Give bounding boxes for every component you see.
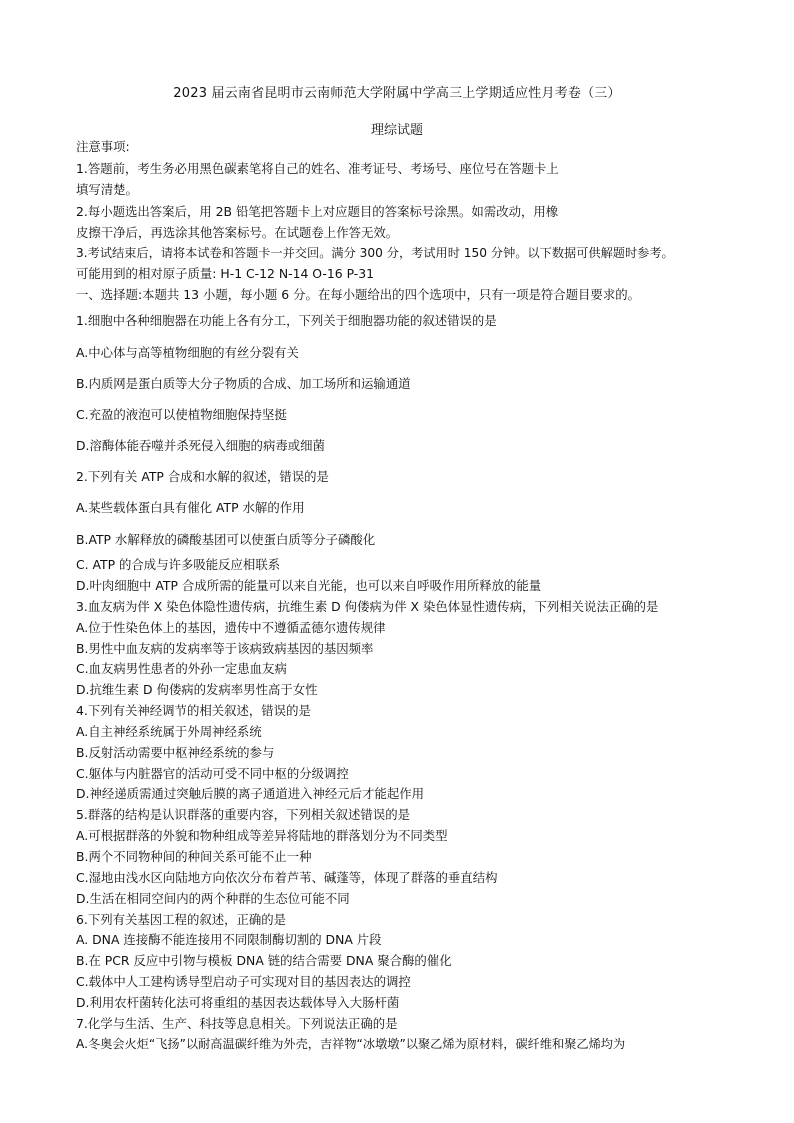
q1-option-a: A.中心体与高等植物细胞的有丝分裂有关 — [76, 345, 299, 360]
notes-heading: 注意事项: — [76, 139, 130, 154]
exam-subtitle: 理综试题 — [370, 123, 423, 138]
q4-option-c: C.躯体与内脏器官的活动可受不同中枢的分级调控 — [76, 766, 349, 781]
note-1-line-2: 填写清楚。 — [76, 182, 138, 197]
q1-stem: 1.细胞中各种细胞器在功能上各有分工，下列关于细胞器功能的叙述错误的是 — [76, 313, 497, 328]
q5-option-d: D.生活在相同空间内的两个种群的生态位可能不同 — [76, 891, 350, 906]
q3-option-b: B.男性中血友病的发病率等于该病致病基因的基因频率 — [76, 641, 374, 656]
q2-stem: 2.下列有关 ATP 合成和水解的叙述，错误的是 — [76, 469, 329, 484]
q5-stem: 5.群落的结构是认识群落的重要内容，下列相关叙述错误的是 — [76, 807, 410, 822]
q6-option-a: A. DNA 连接酶不能连接用不同限制酶切割的 DNA 片段 — [76, 932, 382, 947]
note-1-line-1: 1.答题前，考生务必用黑色碳素笔将自己的姓名、准考证号、考场号、座位号在答题卡上 — [76, 161, 559, 176]
q4-stem: 4.下列有关神经调节的相关叙述，错误的是 — [76, 703, 311, 718]
q4-option-d: D.神经递质需通过突触后膜的离子通道进入神经元后才能起作用 — [76, 786, 425, 801]
q5-option-a: A.可根据群落的外貌和物种组成等差异将陆地的群落划分为不同类型 — [76, 828, 448, 843]
q5-option-b: B.两个不同物种间的种间关系可能不止一种 — [76, 849, 312, 864]
q2-option-d: D.叶肉细胞中 ATP 合成所需的能量可以来自光能，也可以来自呼吸作用所释放的能量 — [76, 578, 542, 593]
exam-title: 2023 届云南省昆明市云南师范大学附属中学高三上学期适应性月考卷（三） — [173, 86, 621, 101]
q1-option-b: B.内质网是蛋白质等大分子物质的合成、加工场所和运输通道 — [76, 376, 411, 391]
q6-option-c: C.载体中人工建构诱导型启动子可实现对目的基因表达的调控 — [76, 974, 411, 989]
note-3: 3.考试结束后，请将本试卷和答题卡一并交回。满分 300 分，考试用时 150 分钟。以下数据可供解题时参考。 — [76, 246, 674, 260]
note-2-line-2: 皮擦干净后，再选涂其他答案标号。在试题卷上作答无效。 — [76, 225, 399, 240]
q3-option-a: A.位于性染色体上的基因，遗传中不遵循孟德尔遗传规律 — [76, 620, 386, 635]
q2-option-a: A.某些载体蛋白具有催化 ATP 水解的作用 — [76, 500, 305, 515]
atomic-masses: 可能用到的相对原子质量: H-1 C-12 N-14 O-16 P-31 — [76, 266, 375, 281]
q6-option-b: B.在 PCR 反应中引物与模板 DNA 链的结合需要 DNA 聚合酶的催化 — [76, 953, 452, 968]
q2-option-b: B.ATP 水解释放的磷酸基团可以使蛋白质等分子磷酸化 — [76, 532, 376, 547]
q1-option-d: D.溶酶体能吞噬并杀死侵入细胞的病毒或细菌 — [76, 438, 325, 453]
q7-option-a: A.冬奥会火炬“飞扬”以耐高温碳纤维为外壳，吉祥物“冰墩墩”以聚乙烯为原材料，碳纤维和聚乙烯均为 — [76, 1037, 626, 1051]
q6-stem: 6.下列有关基因工程的叙述，正确的是 — [76, 912, 287, 927]
q7-stem: 7.化学与生活、生产、科技等息息相关。下列说法正确的是 — [76, 1016, 398, 1031]
q1-option-c: C.充盈的液泡可以使植物细胞保持坚挺 — [76, 407, 287, 422]
q3-option-c: C.血友病男性患者的外孙一定患血友病 — [76, 661, 287, 676]
q2-option-c: C. ATP 的合成与许多吸能反应相联系 — [76, 557, 281, 572]
q6-option-d: D.利用农杆菌转化法可将重组的基因表达载体导入大肠杆菌 — [76, 995, 400, 1010]
q3-stem: 3.血友病为伴 X 染色体隐性遗传病，抗维生素 D 佝偻病为伴 X 染色体显性遗传病，下列相关说法正确的是 — [76, 599, 659, 614]
q5-option-c: C.湿地由浅水区向陆地方向依次分布着芦苇、碱蓬等，体现了群落的垂直结构 — [76, 870, 498, 885]
q3-option-d: D.抗维生素 D 佝偻病的发病率男性高于女性 — [76, 682, 318, 697]
section-heading: 一、选择题:本题共 13 小题，每小题 6 分。在每小题给出的四个选项中，只有一项是符合题目要求的。 — [76, 287, 640, 302]
q4-option-a: A.自主神经系统属于外周神经系统 — [76, 724, 262, 739]
note-2-line-1: 2.每小题选出答案后，用 2B 铅笔把答题卡上对应题目的答案标号涂黑。如需改动，用橡 — [76, 204, 559, 219]
q4-option-b: B.反射活动需要中枢神经系统的参与 — [76, 745, 275, 760]
